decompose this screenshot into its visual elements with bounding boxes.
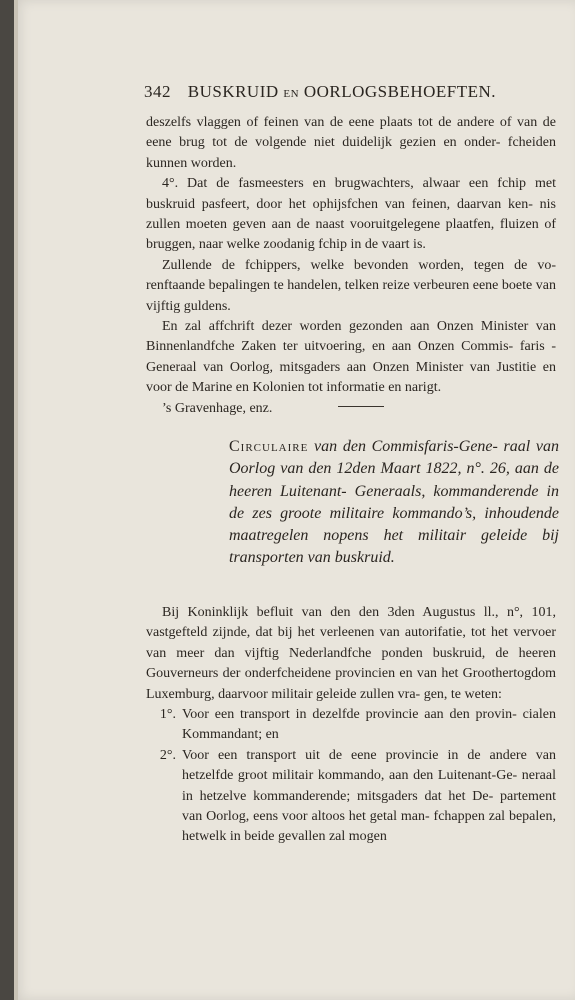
running-head-title-a: BUSKRUID	[187, 82, 279, 101]
list-item-number: 2°.	[159, 747, 176, 763]
page-number: 342	[144, 82, 171, 101]
book-page	[14, 0, 575, 1000]
paragraph-continuation: deszelfs vlaggen of feinen van de eene plaats tot de andere of van de eene brug tot de volgende niet duidelijk gezien en onder- fcheiden kunnen worden.	[146, 115, 556, 171]
paragraph-decree: Bij Koninklijk befluit van den den 3den Augustus ll., n°, 101, vastgefteld zijnde, dat bij het verleenen van autorifatie, tot het vervoer van meer dan vijftig Nederlandfche ponden buskruid, de heeren Gouverneurs der onderfcheidene provincien en van het Groothertogdom Luxemburg, daarvoor militair geleide zullen vra- gen, te weten:	[146, 605, 556, 702]
list-item-number: 1°.	[159, 707, 176, 723]
page-edge	[14, 0, 18, 1000]
paragraph-penalty: Zullende de fchippers, welke bevonden worden, tegen de vo- renftaande bepalingen te handelen, telken reize verbeuren eene boete van vijftig guldens.	[146, 257, 556, 314]
list-item	[146, 705, 556, 746]
running-head-en: EN	[283, 88, 300, 100]
running-head	[144, 82, 514, 102]
paragraph-copy: En zal affchrift dezer worden gezonden aan Onzen Minister van Binnenlandfche Zaken ter uitvoering, en aan Onzen Commis- faris - Generaal van Oorlog, mitsgaders aan Onzen Minister van Justitie en voor de Marine en Kolonien tot informatie en narigt.	[146, 319, 556, 396]
section1-text	[146, 113, 556, 419]
list-item-text: Voor een transport in dezelfde provincie aan den provin- cialen Kommandant; en	[182, 707, 556, 743]
paragraph-4: 4°. Dat de fasmeesters en brugwachters, alwaar een fchip met buskruid pasfeert, door het ophijsfchen van feinen, daarvan ken- nis zullen moeten geven aan de naast vooruitgelegene plaatfen, fluizen of bruggen, naar welke zoodanig fchip in de vaart is.	[146, 176, 556, 253]
paragraph-place: ’s Gravenhage, enz.	[162, 400, 273, 416]
list-item	[146, 746, 556, 848]
circular-lead: Circulaire	[229, 438, 309, 455]
section2-text	[146, 603, 556, 848]
running-head-title-b: OORLOGSBEHOEFTEN.	[303, 82, 497, 101]
list-item-text: Voor een transport uit de eene provincie in de andere van hetzelfde groot militair kommando, aan den Luitenant-Ge- neraal in hetzelve kommanderende; mitsgaders dat het De- partement van Oorlog, eens voor altoos het getal man- fchappen zal bepalen, hetwelk in beide gevallen zal mogen	[182, 747, 556, 845]
circular-title: van den Commisfaris-Gene- raal van Oorlog van den 12den Maart 1822, n°. 26, aan de heeren Luitenant- Generaals, kommanderende in de zes groote militaire kommando’s, inhoudende maatregelen nopens het militair geleide bij transporten van buskruid.	[229, 438, 560, 567]
circular-heading	[229, 436, 559, 570]
section-divider	[338, 406, 384, 407]
